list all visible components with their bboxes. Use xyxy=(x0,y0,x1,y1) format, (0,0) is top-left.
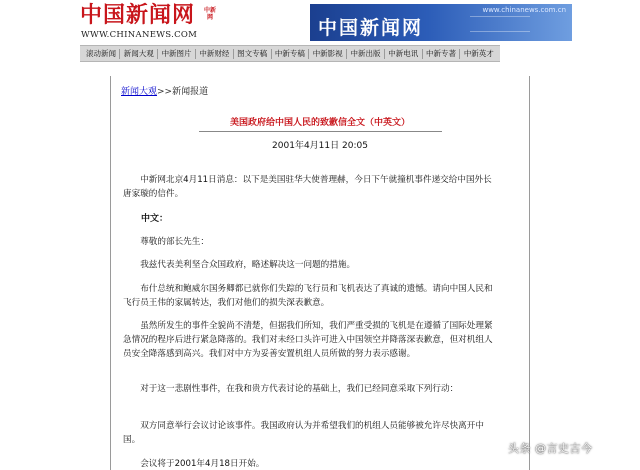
nav-separator xyxy=(119,49,120,59)
site-logo[interactable] xyxy=(80,3,220,41)
letter-paragraph-2: 布什总统和鲍威尔国务卿都已就你们失踪的飞行员和飞机表达了真诚的遗憾。请向中国人民和飞行员王伟的家属转达，我们对他们的损失深表歉意。 xyxy=(123,284,493,308)
letter-paragraph-5: 双方同意举行会议讨论该事件。我国政府认为并希望我们的机组人员能够被允许尽快离开中国。 xyxy=(123,421,484,445)
nav-separator xyxy=(308,49,309,59)
banner-decoration xyxy=(470,16,530,32)
article-date: 2001年4月11日 20:05 xyxy=(272,141,368,151)
logo-small-text: 中新网 xyxy=(203,7,216,21)
section-heading: 中文： xyxy=(141,214,169,224)
nav-separator xyxy=(195,49,196,59)
nav-item-finance[interactable]: 中新财经 xyxy=(199,49,230,58)
nav-item-pictures[interactable]: 中新图片 xyxy=(161,49,192,58)
breadcrumb-separator: >> xyxy=(157,87,173,97)
article-title: 美国政府给中国人民的致歉信全文（中英文） xyxy=(229,118,410,128)
nav-separator xyxy=(271,49,272,59)
banner-title: 中国新闻网 xyxy=(318,17,424,39)
header-banner[interactable] xyxy=(310,4,572,41)
nav-separator xyxy=(157,49,158,59)
logo-url: WWW.CHINANEWS.COM xyxy=(81,30,198,40)
site-header xyxy=(70,0,566,43)
nav-separator xyxy=(384,49,385,59)
letter-paragraph-3: 虽然所发生的事件全貌尚不清楚，但据我们所知，我们严重受损的飞机是在遵循了国际处理紧急情况的程序后进行紧急降落的。我们对未经口头许可进入中国领空并降落深表歉意，但对机组人员安全降落感到高兴。我们对中方为妥善安置机组人员所做的努力表示感谢。 xyxy=(123,321,493,359)
title-divider xyxy=(199,131,442,132)
breadcrumb-current: 新闻报道 xyxy=(172,87,209,97)
nav-item-scrolling-news[interactable]: 滚动新闻 xyxy=(86,49,116,58)
letter-paragraph-1: 我兹代表美利坚合众国政府，略述解决这一问题的措施。 xyxy=(140,260,356,270)
letter-salutation: 尊敬的部长先生： xyxy=(140,237,209,247)
letter-paragraph-6: 会议将于2001年4月18日开始。 xyxy=(140,459,265,469)
nav-item-wire[interactable]: 中新电讯 xyxy=(388,49,419,58)
nav-item-publishing[interactable]: 中新出版 xyxy=(350,49,381,58)
nav-separator xyxy=(422,49,423,59)
breadcrumb xyxy=(121,84,208,97)
breadcrumb-link-news-overview[interactable]: 新闻大观 xyxy=(121,87,158,97)
watermark: 头条 @言史古今 xyxy=(508,442,593,455)
article-intro: 中新网北京4月11日消息：以下是美国驻华大使普理赫，今日下午就撞机事件递交给中国外长唐家璇的信件。 xyxy=(123,175,492,199)
nav-separator xyxy=(233,49,234,59)
nav-item-news-overview[interactable]: 新闻大观 xyxy=(123,49,154,58)
nav-item-photo-features[interactable]: 图文专稿 xyxy=(237,49,268,58)
nav-separator xyxy=(346,49,347,59)
article-panel xyxy=(110,76,530,470)
main-nav xyxy=(80,45,500,62)
banner-url: www.chinanews.com.cn xyxy=(482,6,566,14)
nav-item-features[interactable]: 中新专稿 xyxy=(274,49,305,58)
logo-text: 中国新闻网 xyxy=(80,2,196,28)
letter-paragraph-4: 对于这一悲剧性事件，在我和贵方代表讨论的基础上，我们已经同意采取下列行动： xyxy=(140,384,459,394)
nav-item-talent[interactable]: 中新英才 xyxy=(463,49,494,58)
nav-separator xyxy=(459,49,460,59)
nav-item-books[interactable]: 中新专著 xyxy=(426,49,457,58)
nav-item-film[interactable]: 中新影视 xyxy=(312,49,343,58)
